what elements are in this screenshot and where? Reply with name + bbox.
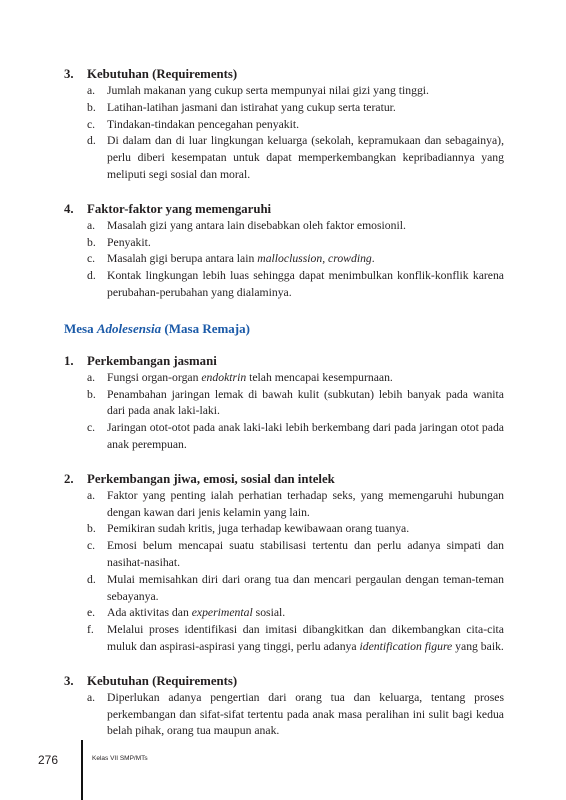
list-item xyxy=(64,538,504,572)
list-item xyxy=(64,622,504,656)
item-letter: e. xyxy=(87,606,96,620)
item-text: Masalah gizi yang antara lain disebabkan oleh faktor emosionil. xyxy=(107,218,406,232)
list-item xyxy=(64,521,504,538)
section-heading xyxy=(64,673,504,690)
subsection-title: Mesa Adolesensia (Masa Remaja) xyxy=(64,320,250,336)
item-text: Tindakan-tindakan pencegahan penyakit. xyxy=(107,117,300,131)
item-letter: a. xyxy=(87,84,96,97)
item-letter: d. xyxy=(87,572,96,586)
item-letter: a. xyxy=(87,370,96,384)
item-text: Melalui proses identifikasi dan imitasi dibangkitkan dan dikembangkan cita-cita muluk dan aspirasi-aspirasi yang tinggi, perlu adanya identification figure yang baik. xyxy=(107,623,504,653)
list-item xyxy=(64,605,504,622)
page-number: 276 xyxy=(38,753,59,767)
item-list xyxy=(64,690,504,740)
page-content xyxy=(64,66,504,740)
list-item xyxy=(64,117,504,134)
item-list xyxy=(64,218,504,302)
item-text: Kontak lingkungan lebih luas sehingga dapat menimbulkan konflik-konflik karena perubahan-perubahan yang dialaminya. xyxy=(107,269,504,299)
item-text: Latihan-latihan jasmani dan istirahat yang cukup serta teratur. xyxy=(107,100,396,114)
item-text: Diperlukan adanya pengertian dari orang tua dan keluarga, tentang proses perkembangan dan sifat-sifat tertentu pada anak masa peralihan ini sulit bagi kedua belah pihak, orang tua maupun anak. xyxy=(107,690,504,738)
list-item xyxy=(64,251,504,268)
list-item xyxy=(64,420,504,454)
section-heading xyxy=(64,353,504,370)
item-letter: c. xyxy=(87,117,96,131)
item-text: Penyakit. xyxy=(107,235,151,249)
item-letter: a. xyxy=(87,218,96,232)
list-item xyxy=(64,133,504,183)
book-title: Kelas VII SMP/MTs xyxy=(92,755,148,762)
item-letter: c. xyxy=(87,421,96,435)
item-text: Faktor yang penting ialah perhatian terhadap seks, yang memengaruhi hubungan dengan kawan dari jenis kelamin yang lain. xyxy=(107,488,504,519)
item-text: Mulai memisahkan diri dari orang tua dan mencari pergaulan dengan teman-teman sebayanya. xyxy=(107,572,504,603)
section-title: Perkembangan jasmani xyxy=(87,353,217,368)
item-text: Jumlah makanan yang cukup serta mempunyai nilai gizi yang tinggi. xyxy=(107,84,429,97)
item-text: Penambahan jaringan lemak di bawah kulit (subkutan) lebih banyak pada wanita dari pada anak laki-laki. xyxy=(107,387,504,418)
item-text: Di dalam dan di luar lingkungan keluarga (sekolah, kepramukaan dan sebagainya), perlu diberi kesempatan untuk dapat memperkembangkan kepribadiannya yang meliputi segi sosial dan moral. xyxy=(107,134,504,181)
list-item xyxy=(64,218,504,235)
section-number: 2. xyxy=(64,471,74,486)
item-letter: b. xyxy=(87,387,96,401)
footer-divider xyxy=(81,740,83,800)
list-item xyxy=(64,370,504,387)
section-title: Kebutuhan (Requirements) xyxy=(87,67,238,81)
list-item xyxy=(64,100,504,117)
section-number: 1. xyxy=(64,353,74,368)
list-item xyxy=(64,572,504,606)
item-letter: b. xyxy=(87,100,96,114)
list-item xyxy=(64,268,504,302)
item-text: Pemikiran sudah kritis, juga terhadap kewibawaan orang tuanya. xyxy=(107,522,410,536)
section-title: Kebutuhan (Requirements) xyxy=(87,673,238,688)
item-letter: f. xyxy=(87,623,94,637)
section-number: 3. xyxy=(64,67,74,81)
item-text: Emosi belum mencapai suatu stabilisasi tertentu dan perlu adanya simpati dan nasihat-nasihat. xyxy=(107,539,504,569)
item-list xyxy=(64,83,504,184)
section-title: Faktor-faktor yang memengaruhi xyxy=(87,201,272,216)
section-heading xyxy=(64,66,504,83)
item-list xyxy=(64,370,504,454)
section-title: Perkembangan jiwa, emosi, sosial dan intelek xyxy=(87,471,335,486)
section-number: 3. xyxy=(64,673,74,688)
item-letter: b. xyxy=(87,522,96,536)
item-letter: a. xyxy=(87,488,96,502)
list-item xyxy=(64,488,504,522)
item-text: Masalah gigi berupa antara lain malloclussion, crowding. xyxy=(107,252,375,266)
item-letter: c. xyxy=(87,252,96,266)
item-letter: d. xyxy=(87,134,96,148)
list-item xyxy=(64,387,504,421)
list-item xyxy=(64,690,504,740)
section-heading xyxy=(64,201,504,218)
section-heading xyxy=(64,471,504,488)
section-number: 4. xyxy=(64,201,74,216)
item-letter: b. xyxy=(87,235,96,249)
item-text: Jaringan otot-otot pada anak laki-laki lebih berkembang dari pada jaringan otot pada anak perempuan. xyxy=(107,421,504,451)
item-letter: c. xyxy=(87,539,96,553)
list-item xyxy=(64,83,504,100)
item-text: Ada aktivitas dan experimental sosial. xyxy=(107,606,286,620)
item-letter: d. xyxy=(87,269,96,283)
list-item xyxy=(64,235,504,252)
item-text: Fungsi organ-organ endoktrin telah mencapai kesempurnaan. xyxy=(107,370,393,384)
item-letter: a. xyxy=(87,690,96,704)
item-list xyxy=(64,488,504,656)
